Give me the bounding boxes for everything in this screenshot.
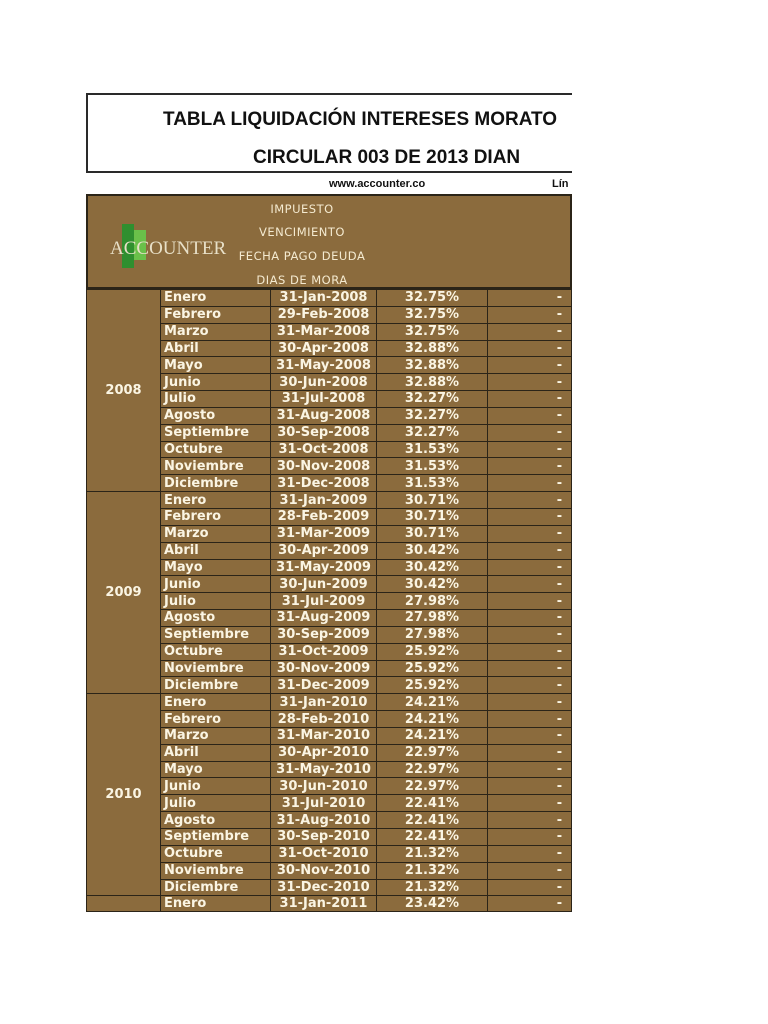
header-label-dias-mora: DIAS DE MORA	[256, 273, 348, 287]
rate-cell: 32.27%	[377, 391, 488, 408]
month-cell: Julio	[161, 593, 271, 610]
value-cell: -	[488, 525, 572, 542]
month-cell: Septiembre	[161, 424, 271, 441]
month-cell: Junio	[161, 374, 271, 391]
month-cell: Octubre	[161, 643, 271, 660]
date-cell: 31-Aug-2008	[271, 407, 377, 424]
year-cell: 2008	[87, 290, 161, 492]
date-cell: 31-Oct-2010	[271, 845, 377, 862]
value-cell: -	[488, 660, 572, 677]
value-cell: -	[488, 795, 572, 812]
rate-cell: 30.42%	[377, 576, 488, 593]
value-cell: -	[488, 424, 572, 441]
value-cell: -	[488, 845, 572, 862]
rate-cell: 22.97%	[377, 761, 488, 778]
date-cell: 31-Mar-2009	[271, 525, 377, 542]
rate-cell: 21.32%	[377, 862, 488, 879]
month-cell: Julio	[161, 391, 271, 408]
value-cell: -	[488, 441, 572, 458]
month-cell: Febrero	[161, 508, 271, 525]
date-cell: 31-Dec-2009	[271, 677, 377, 694]
date-cell: 31-Jul-2010	[271, 795, 377, 812]
rate-cell: 32.88%	[377, 357, 488, 374]
month-cell: Junio	[161, 576, 271, 593]
header-label-vencimiento: VENCIMIENTO	[259, 225, 345, 239]
date-cell: 30-Nov-2009	[271, 660, 377, 677]
date-cell: 29-Feb-2008	[271, 306, 377, 323]
rate-cell: 22.41%	[377, 795, 488, 812]
value-cell: -	[488, 761, 572, 778]
date-cell: 30-Sep-2009	[271, 626, 377, 643]
month-cell: Junio	[161, 778, 271, 795]
rate-cell: 30.71%	[377, 508, 488, 525]
rate-cell: 31.53%	[377, 475, 488, 492]
month-cell: Marzo	[161, 525, 271, 542]
rate-cell: 32.88%	[377, 340, 488, 357]
value-cell: -	[488, 576, 572, 593]
table-row	[87, 290, 572, 307]
value-cell: -	[488, 492, 572, 509]
logo-text: ACCOUNTER	[110, 238, 227, 259]
value-cell: -	[488, 357, 572, 374]
rates-table	[86, 289, 572, 912]
date-cell: 31-Jan-2009	[271, 492, 377, 509]
date-cell: 31-Jan-2011	[271, 896, 377, 912]
value-cell: -	[488, 559, 572, 576]
rate-cell: 23.42%	[377, 896, 488, 912]
month-cell: Enero	[161, 896, 271, 912]
month-cell: Septiembre	[161, 626, 271, 643]
rate-cell: 22.41%	[377, 829, 488, 846]
value-cell: -	[488, 306, 572, 323]
rate-cell: 32.75%	[377, 306, 488, 323]
month-cell: Diciembre	[161, 475, 271, 492]
value-cell: -	[488, 812, 572, 829]
month-cell: Enero	[161, 492, 271, 509]
rate-cell: 31.53%	[377, 458, 488, 475]
value-cell: -	[488, 778, 572, 795]
date-cell: 31-Aug-2010	[271, 812, 377, 829]
year-cell	[87, 896, 161, 912]
rate-cell: 22.97%	[377, 778, 488, 795]
rate-cell: 32.88%	[377, 374, 488, 391]
value-cell: -	[488, 727, 572, 744]
value-cell: -	[488, 610, 572, 627]
value-cell: -	[488, 458, 572, 475]
date-cell: 30-Jun-2009	[271, 576, 377, 593]
date-cell: 31-Oct-2009	[271, 643, 377, 660]
date-cell: 28-Feb-2009	[271, 508, 377, 525]
date-cell: 30-Apr-2010	[271, 744, 377, 761]
value-cell: -	[488, 643, 572, 660]
rate-cell: 32.75%	[377, 323, 488, 340]
date-cell: 28-Feb-2010	[271, 711, 377, 728]
rate-cell: 32.27%	[377, 407, 488, 424]
date-cell: 31-Jan-2008	[271, 290, 377, 307]
month-cell: Mayo	[161, 761, 271, 778]
month-cell: Diciembre	[161, 879, 271, 896]
table-row	[87, 492, 572, 509]
date-cell: 31-Mar-2008	[271, 323, 377, 340]
date-cell: 31-Aug-2009	[271, 610, 377, 627]
month-cell: Marzo	[161, 727, 271, 744]
rate-cell: 27.98%	[377, 626, 488, 643]
header-label-impuesto: IMPUESTO	[270, 202, 334, 216]
rate-cell: 27.98%	[377, 593, 488, 610]
month-cell: Marzo	[161, 323, 271, 340]
rate-cell: 22.41%	[377, 812, 488, 829]
month-cell: Noviembre	[161, 458, 271, 475]
value-cell: -	[488, 323, 572, 340]
month-cell: Octubre	[161, 441, 271, 458]
rate-cell: 25.92%	[377, 677, 488, 694]
date-cell: 30-Nov-2010	[271, 862, 377, 879]
date-cell: 30-Apr-2008	[271, 340, 377, 357]
title-box	[86, 93, 572, 173]
rate-cell: 24.21%	[377, 727, 488, 744]
rate-cell: 32.27%	[377, 424, 488, 441]
date-cell: 31-Dec-2008	[271, 475, 377, 492]
value-cell: -	[488, 862, 572, 879]
page-title: TABLA LIQUIDACIÓN INTERESES MORATO	[163, 109, 558, 130]
rate-cell: 22.97%	[377, 744, 488, 761]
date-cell: 31-Jul-2009	[271, 593, 377, 610]
month-cell: Mayo	[161, 559, 271, 576]
date-cell: 30-Sep-2008	[271, 424, 377, 441]
value-cell: -	[488, 593, 572, 610]
value-cell: -	[488, 475, 572, 492]
month-cell: Septiembre	[161, 829, 271, 846]
year-cell: 2010	[87, 694, 161, 896]
month-cell: Enero	[161, 290, 271, 307]
rate-cell: 27.98%	[377, 610, 488, 627]
rate-cell: 24.21%	[377, 694, 488, 711]
value-cell: -	[488, 879, 572, 896]
value-cell: -	[488, 626, 572, 643]
month-cell: Diciembre	[161, 677, 271, 694]
value-cell: -	[488, 391, 572, 408]
date-cell: 31-Dec-2010	[271, 879, 377, 896]
value-cell: -	[488, 829, 572, 846]
date-cell: 30-Sep-2010	[271, 829, 377, 846]
website-link[interactable]: www.accounter.co	[329, 178, 426, 190]
month-cell: Agosto	[161, 812, 271, 829]
month-cell: Noviembre	[161, 862, 271, 879]
value-cell: -	[488, 542, 572, 559]
value-cell: -	[488, 290, 572, 307]
month-cell: Agosto	[161, 610, 271, 627]
rate-cell: 30.71%	[377, 492, 488, 509]
value-cell: -	[488, 340, 572, 357]
rate-cell: 25.92%	[377, 660, 488, 677]
month-cell: Octubre	[161, 845, 271, 862]
date-cell: 31-May-2009	[271, 559, 377, 576]
value-cell: -	[488, 694, 572, 711]
month-cell: Abril	[161, 744, 271, 761]
rate-cell: 25.92%	[377, 643, 488, 660]
date-cell: 31-May-2008	[271, 357, 377, 374]
month-cell: Noviembre	[161, 660, 271, 677]
rate-cell: 31.53%	[377, 441, 488, 458]
rate-cell: 30.42%	[377, 542, 488, 559]
rate-cell: 21.32%	[377, 879, 488, 896]
value-cell: -	[488, 744, 572, 761]
value-cell: -	[488, 711, 572, 728]
header-label-fecha-pago: FECHA PAGO DEUDA	[238, 249, 366, 263]
rate-cell: 30.42%	[377, 559, 488, 576]
date-cell: 31-Oct-2008	[271, 441, 377, 458]
date-cell: 31-Jul-2008	[271, 391, 377, 408]
month-cell: Enero	[161, 694, 271, 711]
month-cell: Febrero	[161, 711, 271, 728]
value-cell: -	[488, 508, 572, 525]
table-row	[87, 694, 572, 711]
value-cell: -	[488, 407, 572, 424]
rate-cell: 24.21%	[377, 711, 488, 728]
month-cell: Abril	[161, 542, 271, 559]
month-cell: Abril	[161, 340, 271, 357]
value-cell: -	[488, 677, 572, 694]
month-cell: Julio	[161, 795, 271, 812]
rate-cell: 21.32%	[377, 845, 488, 862]
table-row	[87, 896, 572, 912]
date-cell: 31-Jan-2010	[271, 694, 377, 711]
rate-cell: 32.75%	[377, 290, 488, 307]
page-subtitle: CIRCULAR 003 DE 2013 DIAN	[253, 147, 521, 168]
date-cell: 30-Jun-2010	[271, 778, 377, 795]
date-cell: 30-Apr-2009	[271, 542, 377, 559]
month-cell: Mayo	[161, 357, 271, 374]
value-cell: -	[488, 896, 572, 912]
date-cell: 31-May-2010	[271, 761, 377, 778]
linea-label: Lín	[552, 178, 569, 190]
table-header	[86, 194, 572, 289]
year-cell: 2009	[87, 492, 161, 694]
date-cell: 30-Jun-2008	[271, 374, 377, 391]
date-cell: 30-Nov-2008	[271, 458, 377, 475]
month-cell: Febrero	[161, 306, 271, 323]
date-cell: 31-Mar-2010	[271, 727, 377, 744]
rate-cell: 30.71%	[377, 525, 488, 542]
value-cell: -	[488, 374, 572, 391]
month-cell: Agosto	[161, 407, 271, 424]
